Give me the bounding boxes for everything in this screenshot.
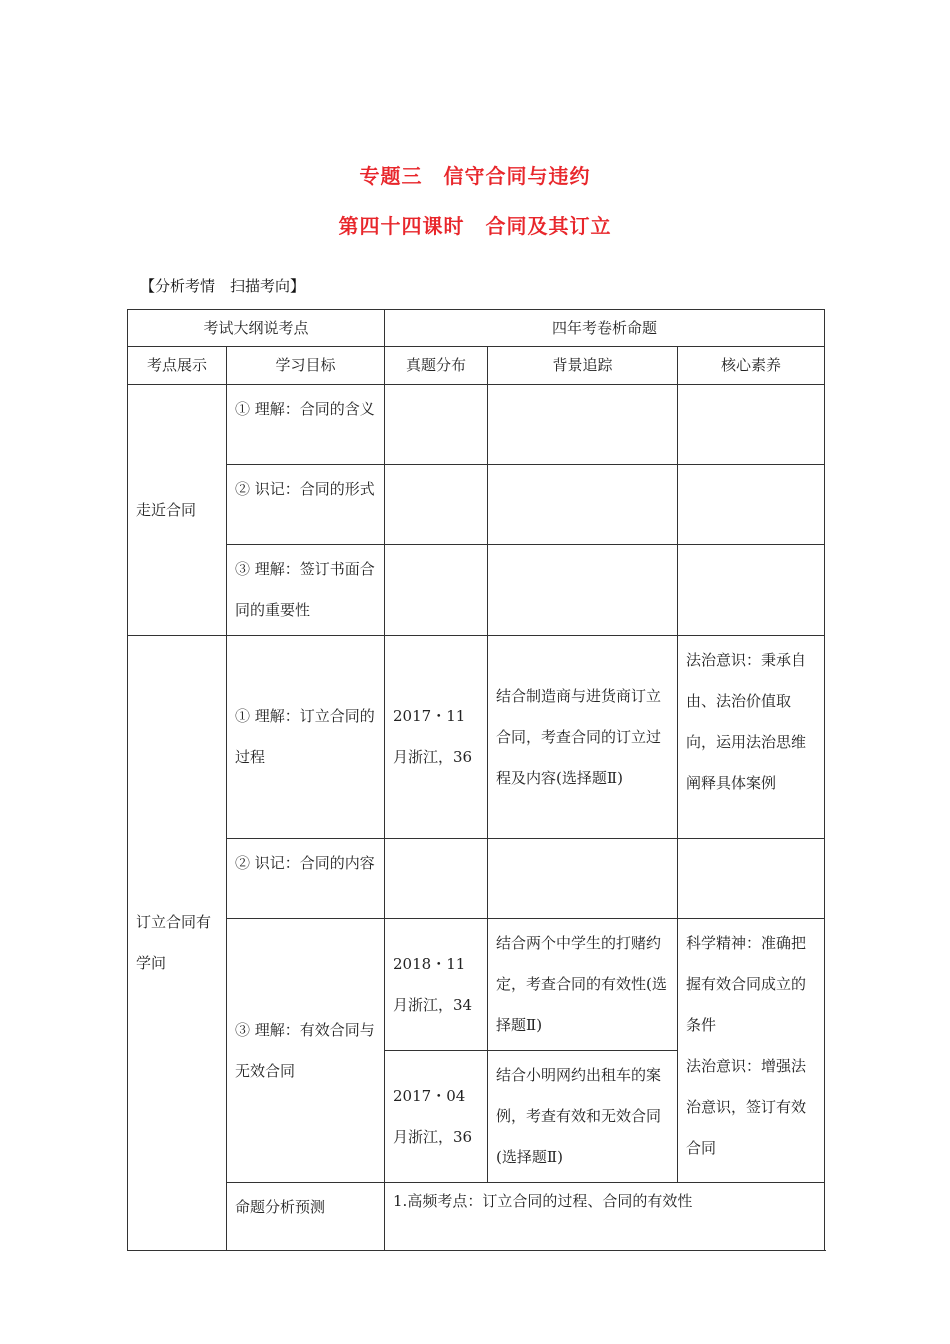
literacy-cell — [678, 545, 825, 636]
column-header-exam: 真题分布 — [385, 347, 488, 385]
column-header-background: 背景追踪 — [488, 347, 678, 385]
literacy-cell — [678, 919, 825, 1183]
background-cell — [488, 385, 678, 465]
literacy-cell: 法治意识：秉承自由、法治价值取向，运用法治思维阐释具体案例 — [678, 636, 825, 839]
exam-cell: 2017・11月浙江，36 — [385, 636, 488, 839]
literacy-text: 科学精神：准确把握有效合同成立的条件 — [686, 934, 807, 1034]
exam-cell — [385, 545, 488, 636]
literacy-text: 法治意识：增强法治意识，签订有效合同 — [686, 1057, 807, 1157]
exam-cell — [385, 839, 488, 919]
page-subtitle: 第四十四课时 合同及其订立 — [338, 214, 612, 238]
exam-cell — [385, 465, 488, 545]
topic-cell: 走近合同 — [128, 385, 227, 636]
background-cell — [488, 545, 678, 636]
background-cell: 结合制造商与进货商订立合同，考查合同的订立过程及内容(选择题Ⅱ) — [488, 636, 678, 839]
literacy-cell — [678, 839, 825, 919]
background-cell — [488, 465, 678, 545]
group-header-exams: 四年考卷析命题 — [385, 310, 825, 347]
column-header-goal: 学习目标 — [227, 347, 385, 385]
exam-analysis-table — [127, 309, 825, 1251]
goal-cell: ② 识记：合同的形式 — [227, 465, 385, 545]
exam-cell: 2017・04月浙江，36 — [385, 1051, 488, 1183]
goal-cell: ③ 理解：有效合同与无效合同 — [227, 919, 385, 1183]
forecast-label: 命题分析预测 — [227, 1183, 385, 1251]
background-cell — [488, 839, 678, 919]
group-header-syllabus: 考试大纲说考点 — [128, 310, 385, 347]
goal-cell: ① 理解：订立合同的过程 — [227, 636, 385, 839]
forecast-text: 1.高频考点：订立合同的过程、合同的有效性 — [385, 1183, 825, 1251]
goal-cell: ① 理解：合同的含义 — [227, 385, 385, 465]
exam-cell — [385, 385, 488, 465]
goal-cell: ③ 理解：签订书面合同的重要性 — [227, 545, 385, 636]
background-cell: 结合小明网约出租车的案例，考查有效和无效合同(选择题Ⅱ) — [488, 1051, 678, 1183]
exam-cell: 2018・11月浙江，34 — [385, 919, 488, 1051]
page-title: 专题三 信守合同与违约 — [359, 164, 591, 188]
topic-cell: 订立合同有学问 — [128, 636, 227, 1251]
literacy-cell — [678, 385, 825, 465]
background-cell: 结合两个中学生的打赌约定，考查合同的有效性(选择题Ⅱ) — [488, 919, 678, 1051]
goal-cell: ② 识记：合同的内容 — [227, 839, 385, 919]
literacy-cell — [678, 465, 825, 545]
column-header-topic: 考点展示 — [128, 347, 227, 385]
section-heading: 【分析考情 扫描考向】 — [140, 277, 306, 295]
column-header-literacy: 核心素养 — [678, 347, 825, 385]
